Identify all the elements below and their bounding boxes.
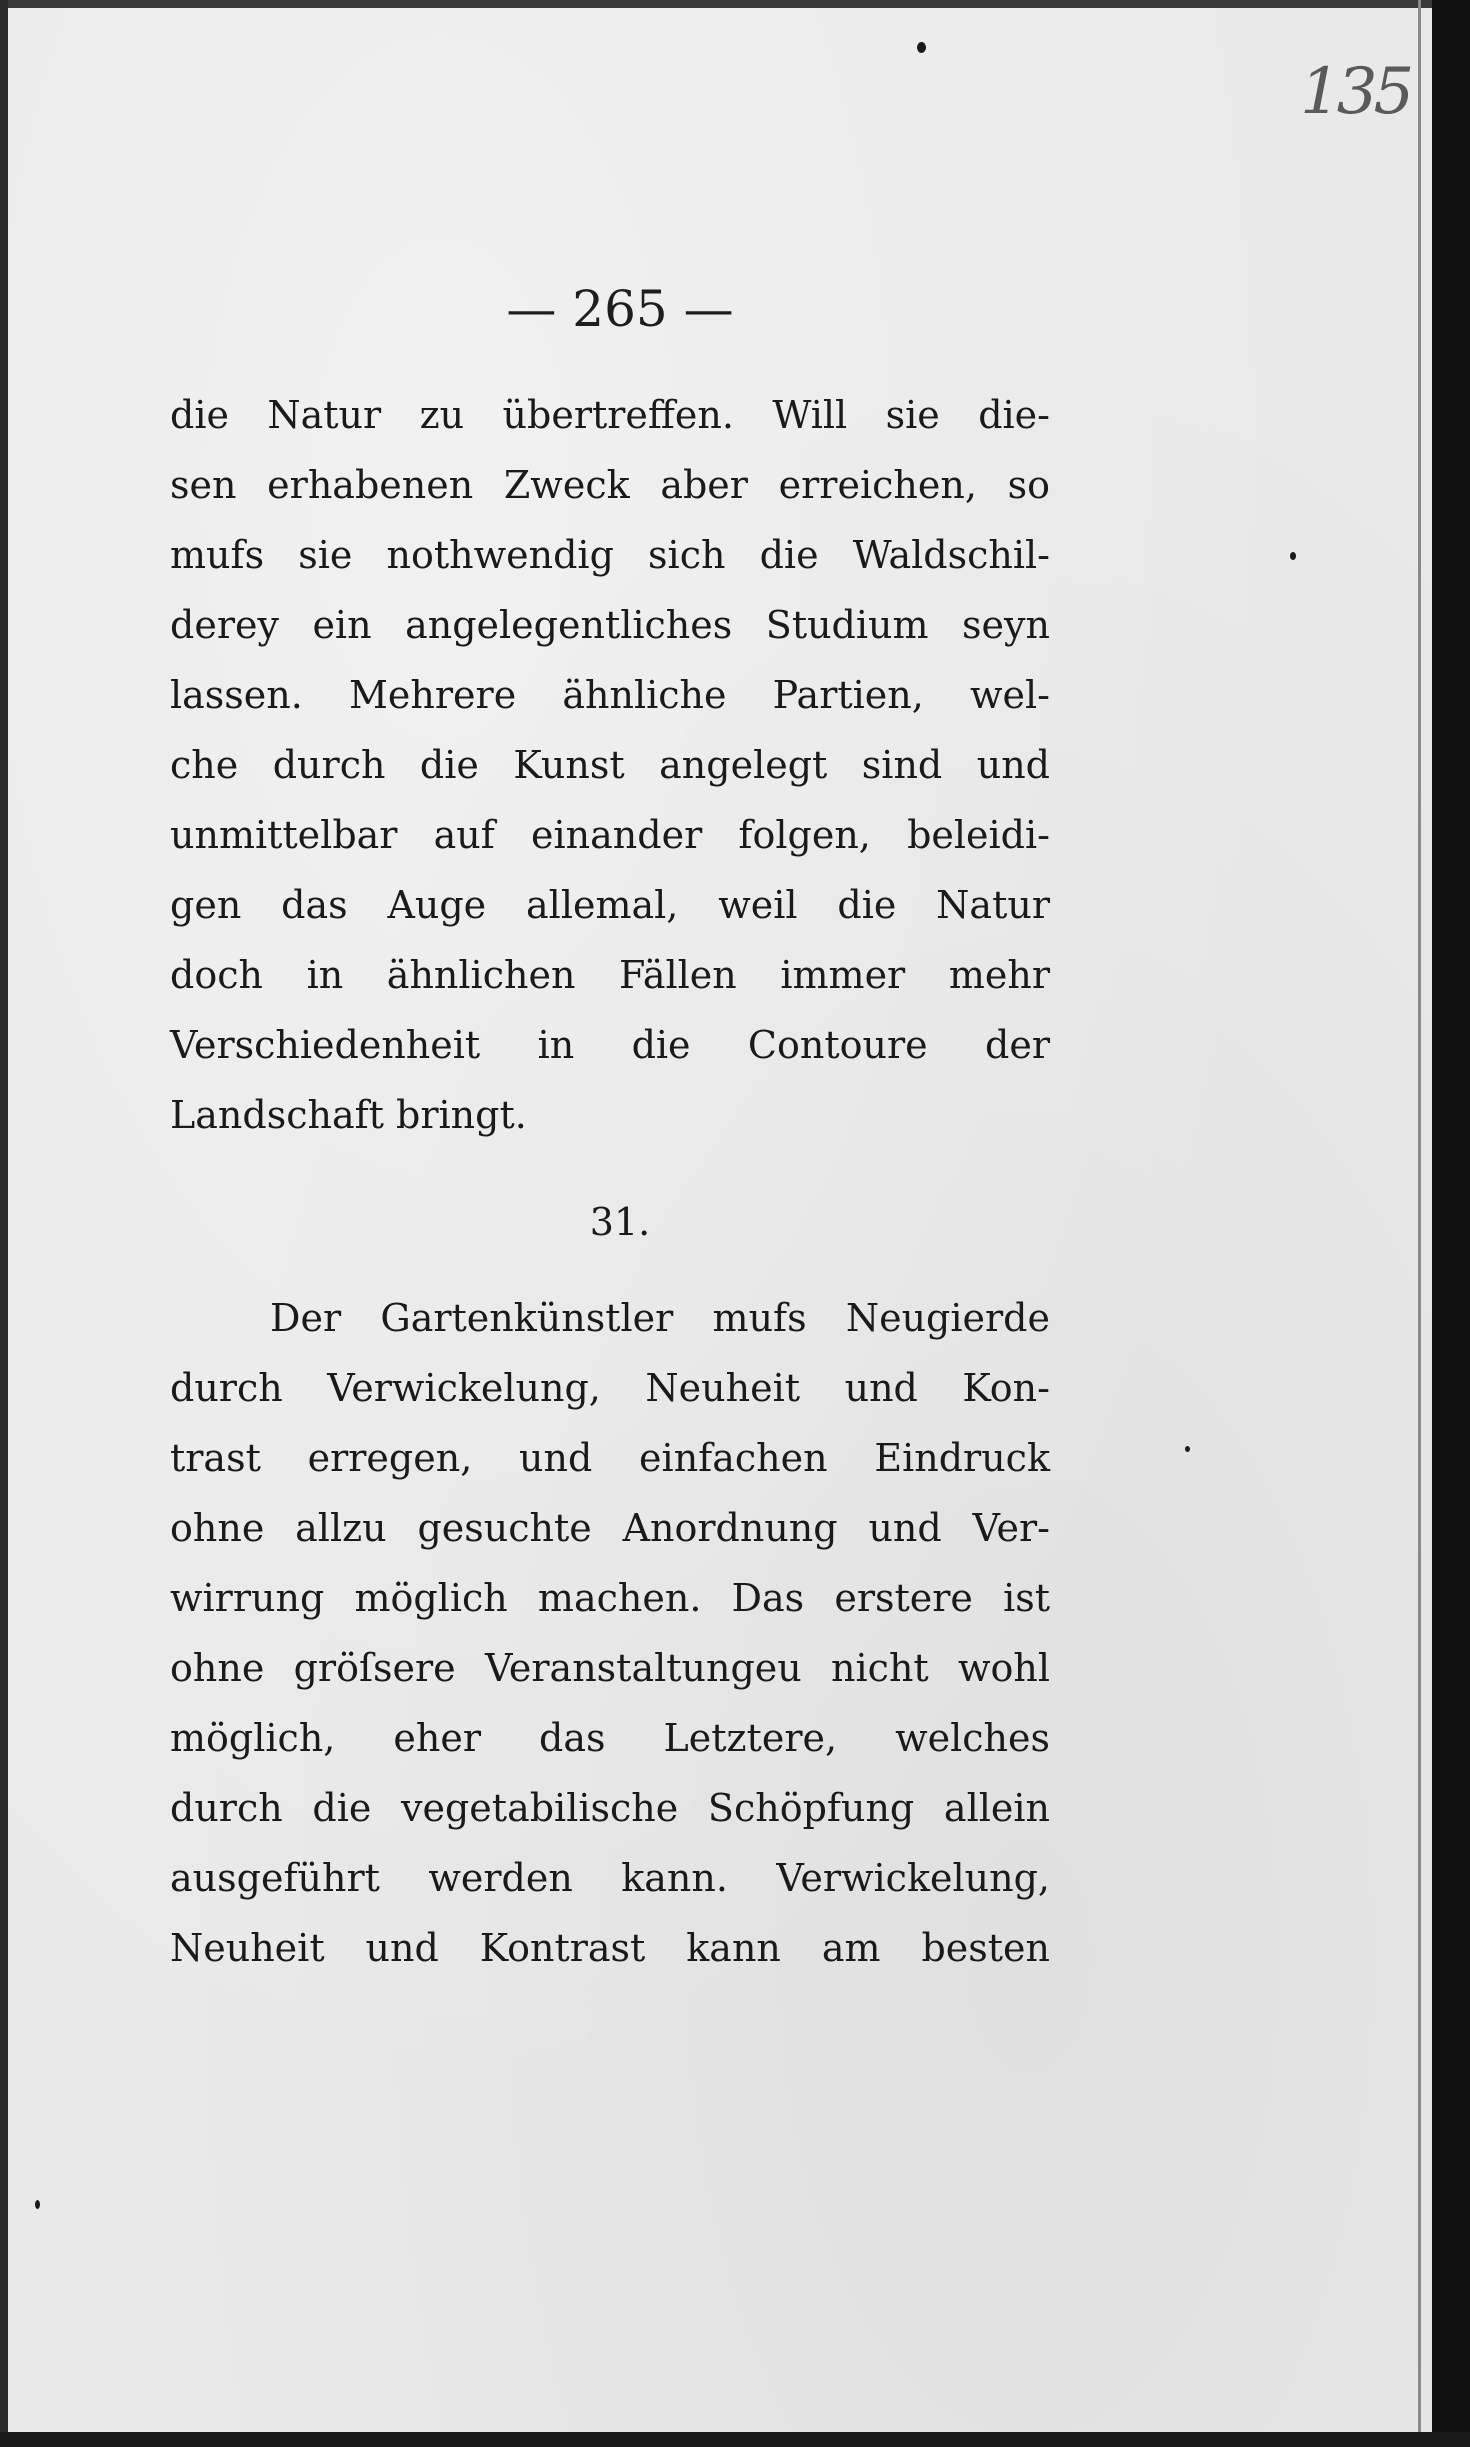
text-line: Verschiedenheit in die Contoure der [170, 1023, 1050, 1067]
text-line: ohne gröſsere Veranstaltungeu nicht wohl [170, 1646, 1050, 1690]
ink-speck [1185, 1446, 1190, 1452]
page-edge-line [1418, 0, 1421, 2447]
text-line: che durch die Kunst angelegt sind und [170, 743, 1050, 787]
text-line: möglich, eher das Letztere, welches [170, 1716, 1050, 1760]
text-line: sen erhabenen Zweck aber erreichen, so [170, 463, 1050, 507]
text-line: ohne allzu gesuchte Anordnung und Ver- [170, 1506, 1050, 1550]
text-line: ausgeführt werden kann. Verwickelung, [170, 1856, 1050, 1900]
running-header-page-number: — 265 — [506, 280, 734, 338]
text-line: durch die vegetabilische Schöpfung allein [170, 1786, 1050, 1830]
handwritten-folio-number: 135 [1300, 55, 1411, 129]
scan-border-bottom [0, 2432, 1470, 2447]
text-line: lassen. Mehrere ähnliche Partien, wel- [170, 673, 1050, 717]
text-line: doch in ähnlichen Fällen immer mehr [170, 953, 1050, 997]
text-line: die Natur zu übertreffen. Will sie die- [170, 393, 1050, 437]
ink-speck [917, 42, 926, 53]
text-line: durch Verwickelung, Neuheit und Kon- [170, 1366, 1050, 1410]
text-line: wirrung möglich machen. Das erstere ist [170, 1576, 1050, 1620]
text-line: Neuheit und Kontrast kann am besten [170, 1926, 1050, 1970]
text-line: gen das Auge allemal, weil die Natur [170, 883, 1050, 927]
text-line: derey ein angelegentliches Studium seyn [170, 603, 1050, 647]
paragraph-31 [170, 1283, 1050, 1983]
ink-speck [1290, 552, 1296, 560]
text-line: unmittelbar auf einander folgen, beleidi- [170, 813, 1050, 857]
text-line: mufs sie nothwendig sich die Waldschil- [170, 533, 1050, 577]
section-number: 31. [589, 1200, 651, 1244]
scan-border-top [0, 0, 1470, 8]
text-line: Landschaft bringt. [170, 1093, 527, 1137]
text-line: Der Gartenkünstler mufs Neugierde [270, 1296, 1050, 1340]
ink-speck [35, 2200, 40, 2209]
text-line: trast erregen, und einfachen Eindruck [170, 1436, 1050, 1480]
scan-border-right [1432, 0, 1470, 2447]
paragraph-continued [170, 380, 1050, 1150]
